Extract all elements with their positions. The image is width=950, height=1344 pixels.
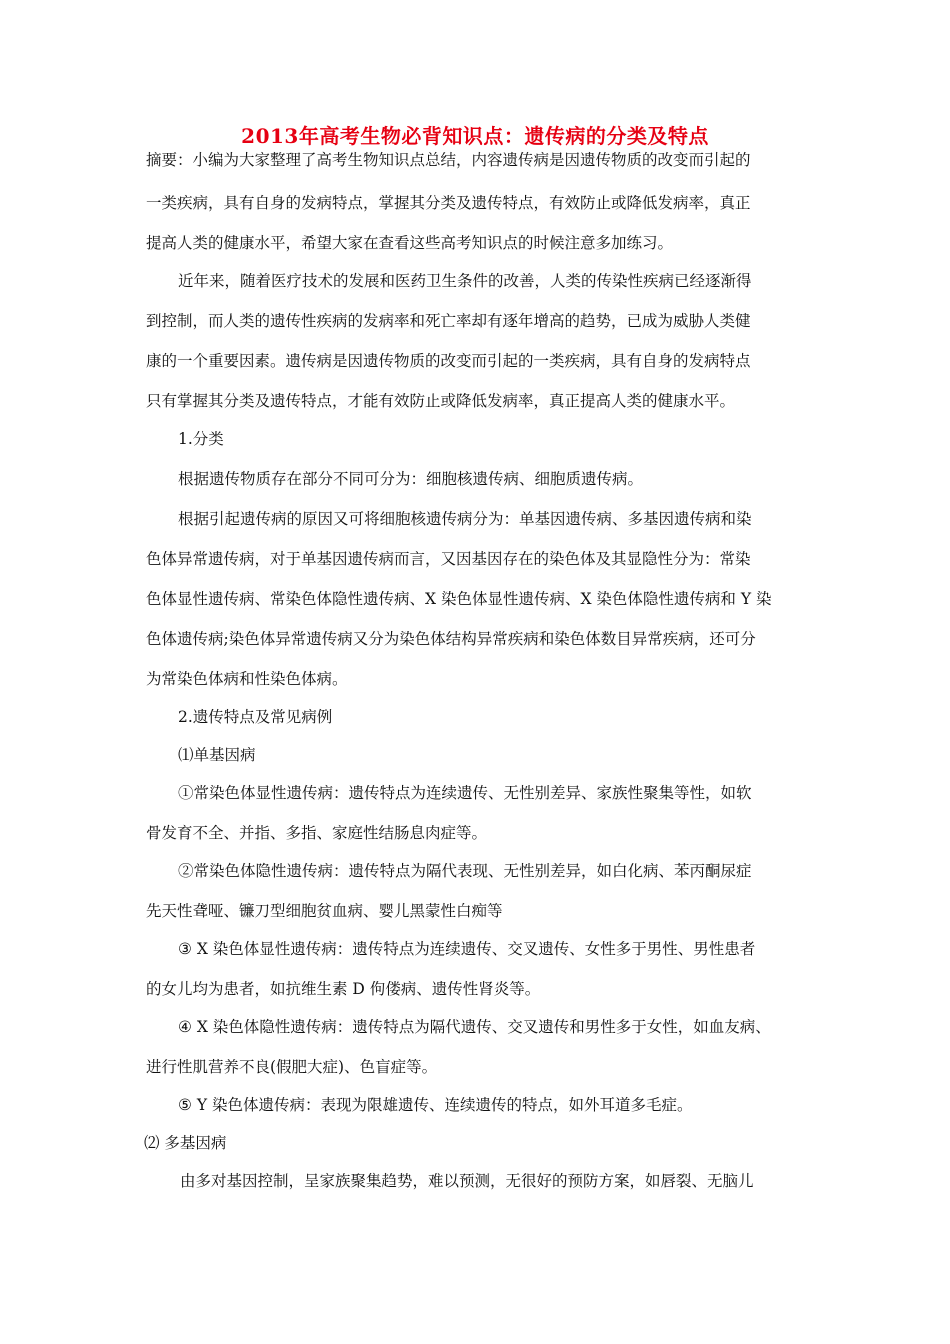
paragraph-line: 色体遗传病;染色体异常遗传病又分为染色体结构异常疾病和染色体数目异常疾病，还可分 (146, 630, 756, 648)
paragraph-line: 色体异常遗传病，对于单基因遗传病而言，又因基因存在的染色体及其显隐性分为：常染 (146, 550, 751, 568)
paragraph-line: 根据引起遗传病的原因又可将细胞核遗传病分为：单基因遗传病、多基因遗传病和染 (178, 510, 752, 528)
document-title: 2013年高考生物必背知识点：遗传病的分类及特点 (241, 124, 709, 148)
paragraph-line: 为常染色体病和性染色体病。 (146, 670, 348, 688)
paragraph-line: 摘要：小编为大家整理了高考生物知识点总结，内容遗传病是因遗传物质的改变而引起的 (146, 151, 751, 169)
paragraph-line: ④ X 染色体隐性遗传病：遗传特点为隔代遗传、交叉遗传和男性多于女性，如血友病、 (178, 1018, 771, 1036)
paragraph-line: ②常染色体隐性遗传病：遗传特点为隔代表现、无性别差异，如白化病、苯丙酮尿症 (178, 862, 752, 880)
paragraph-line: 只有掌握其分类及遗传特点，才能有效防止或降低发病率，真正提高人类的健康水平。 (146, 392, 736, 410)
paragraph-line: 康的一个重要因素。遗传病是因遗传物质的改变而引起的一类疾病，具有自身的发病特点 (146, 352, 751, 370)
paragraph-line: 进行性肌营养不良(假肥大症)、色盲症等。 (146, 1058, 438, 1076)
subsection-heading: ⑵ 多基因病 (144, 1134, 227, 1152)
paragraph-line: 近年来，随着医疗技术的发展和医药卫生条件的改善，人类的传染性疾病已经逐渐得 (178, 272, 752, 290)
paragraph-line: 的女儿均为患者，如抗维生素 D 佝偻病、遗传性肾炎等。 (146, 980, 541, 998)
section-heading: 1.分类 (178, 430, 224, 448)
paragraph-line: 提高人类的健康水平，希望大家在查看这些高考知识点的时候注意多加练习。 (146, 234, 674, 252)
paragraph-line: 根据遗传物质存在部分不同可分为：细胞核遗传病、细胞质遗传病。 (178, 470, 644, 488)
paragraph-line: 一类疾病，具有自身的发病特点，掌握其分类及遗传特点，有效防止或降低发病率，真正 (146, 194, 751, 212)
paragraph-line: 由多对基因控制，呈家族聚集趋势，难以预测，无很好的预防方案，如唇裂、无脑儿 (180, 1172, 754, 1190)
paragraph-line: 到控制，而人类的遗传性疾病的发病率和死亡率却有逐年增高的趋势，已成为威胁人类健 (146, 312, 751, 330)
paragraph-line: ①常染色体显性遗传病：遗传特点为连续遗传、无性别差异、家族性聚集等性，如软 (178, 784, 752, 802)
paragraph-line: 骨发育不全、并指、多指、家庭性结肠息肉症等。 (146, 824, 488, 842)
subsection-heading: ⑴单基因病 (178, 746, 256, 764)
paragraph-line: ⑤ Y 染色体遗传病：表现为限雄遗传、连续遗传的特点，如外耳道多毛症。 (178, 1096, 693, 1114)
section-heading: 2.遗传特点及常见病例 (178, 708, 333, 726)
paragraph-line: 先天性聋哑、镰刀型细胞贫血病、婴儿黑蒙性白痴等 (146, 902, 503, 920)
paragraph-line: 色体显性遗传病、常染色体隐性遗传病、X 染色体显性遗传病、X 染色体隐性遗传病和 Y 染 (146, 590, 772, 608)
paragraph-line: ③ X 染色体显性遗传病：遗传特点为连续遗传、交叉遗传、女性多于男性、男性患者 (178, 940, 756, 958)
